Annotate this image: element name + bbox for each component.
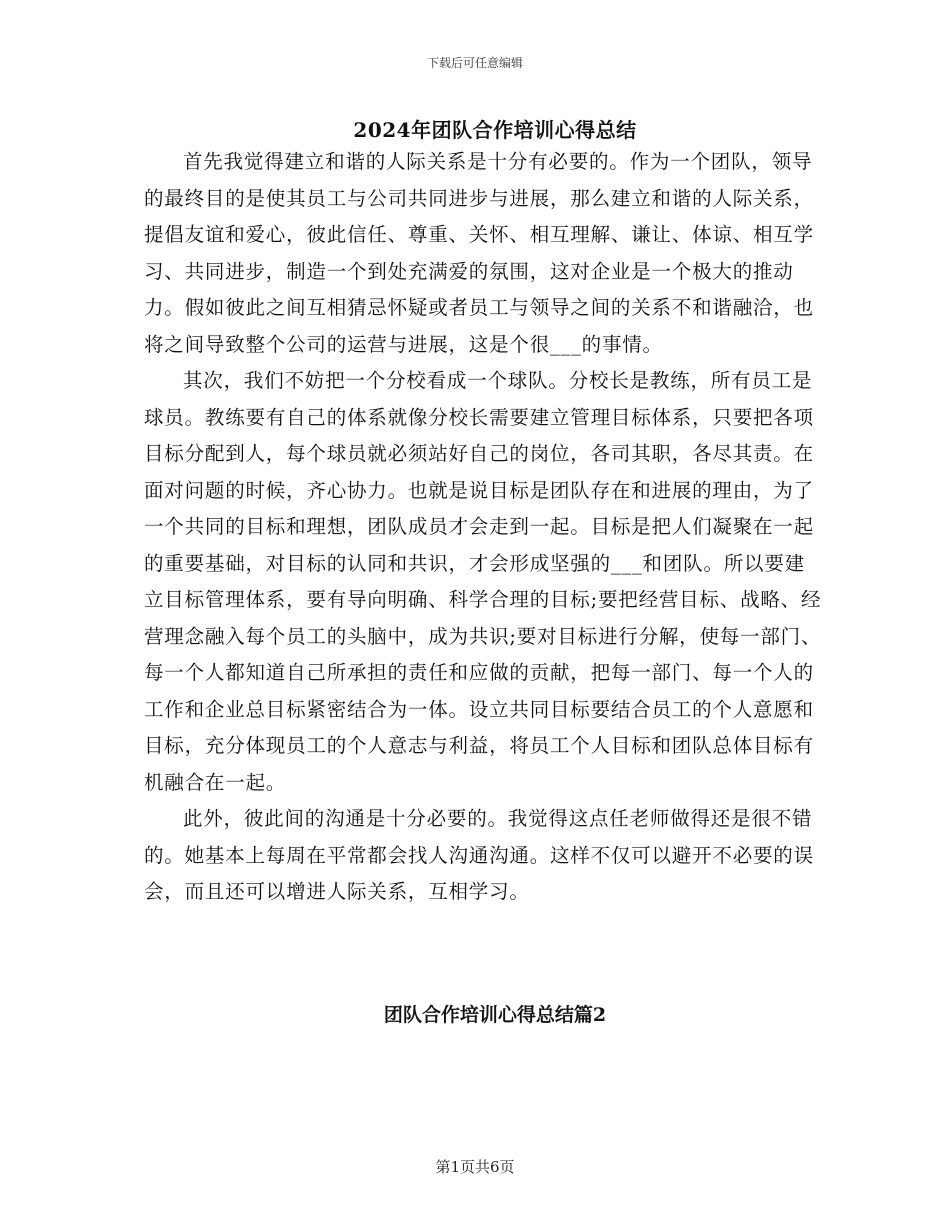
header-note: 下载后可任意编辑 — [426, 56, 523, 70]
section-heading: 团队合作培训心得总结篇2 — [383, 1004, 607, 1026]
paragraph-3: 此外，彼此间的沟通是十分必要的。我觉得这点任老师做得还是很不错的。她基本上每周在平常都会找人沟通沟通。这样不仅可以避开不必要的误会，而且还可以增进人际关系，互相学习。 — [144, 807, 814, 903]
paragraph-1: 首先我觉得建立和谐的人际关系是十分有必要的。作为一个团队，领导的最终目的是使其员工与公司共同进步与进展，那么建立和谐的人际关系，提倡友谊和爱心，彼此信任、尊重、关怀、相互理解、谦让、体谅、相互学习、共同进步，制造一个到处充满爱的氛围，这对企业是一个极大的推动力。假如彼此之间互相猜忌怀疑或者员工与领导之间的关系不和谐融洽，也将之间导致整个公司的运营与进展，这是个很___的事情。 — [144, 150, 814, 356]
document-body — [144, 144, 824, 911]
page-number: 第1页共6页 — [435, 1158, 515, 1176]
document-title: 2024年团队合作培训心得总结 — [353, 118, 637, 142]
paragraph-2: 其次，我们不妨把一个分校看成一个球队。分校长是教练，所有员工是球员。教练要有自己的体系就像分校长需要建立管理目标体系，只要把各项目标分配到人，每个球员就必须站好自己的岗位，各司其职，各尽其责。在面对问题的时候，齐心协力。也就是说目标是团队存在和进展的理由，为了一个共同的目标和理想，团队成员才会走到一起。目标是把人们凝聚在一起的重要基础，对目标的认同和共识，才会形成坚强的___和团队。所以要建立目标管理体系，要有导向明确、科学合理的目标;要把经营目标、战略、经营理念融入每个员工的头脑中，成为共识;要对目标进行分解，使每一部门、每一个人都知道自己所承担的责任和应做的贡献，把每一部门、每一个人的工作和企业总目标紧密结合为一体。设立共同目标要结合员工的个人意愿和目标，充分体现员工的个人意志与利益，将员工个人目标和团队总体目标有机融合在一起。 — [144, 369, 822, 794]
